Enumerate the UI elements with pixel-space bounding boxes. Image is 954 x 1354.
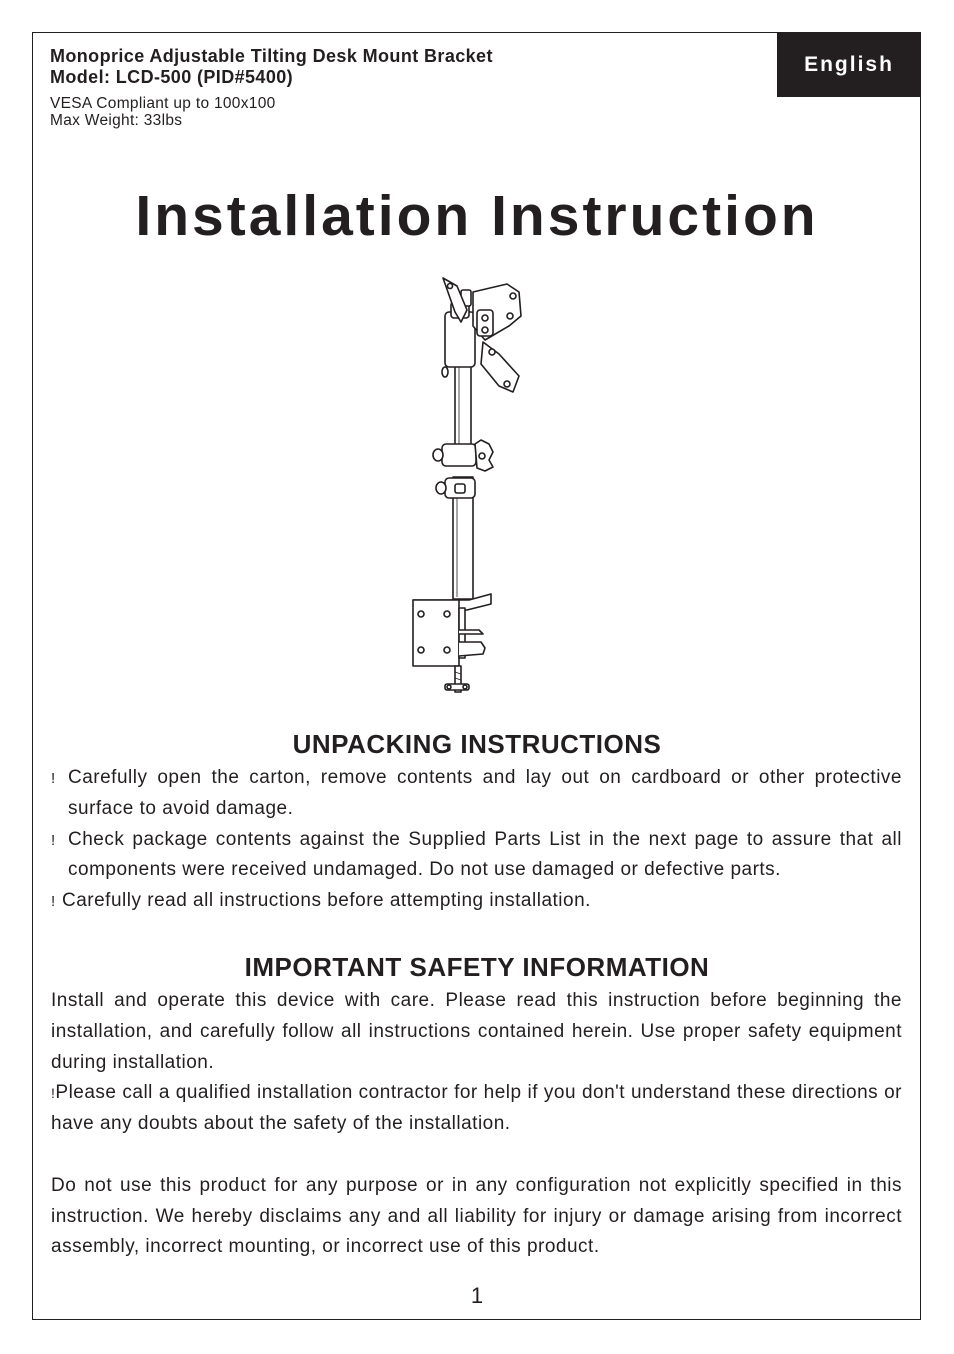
unpacking-heading: UNPACKING INSTRUCTIONS <box>292 729 662 759</box>
warning-bullet-icon: ! <box>51 1085 56 1102</box>
page-number: 1 <box>470 1283 484 1308</box>
desk-mount-illustration-icon <box>395 272 535 707</box>
warning-bullet-icon: ! <box>51 770 56 787</box>
weight-spec: Max Weight: 33lbs <box>50 112 183 129</box>
list-item <box>51 763 902 825</box>
safety-text <box>51 986 902 1263</box>
unpacking-item-3: Carefully read all instructions before attempting installation. <box>62 890 591 912</box>
product-header <box>50 46 493 88</box>
product-name: Monoprice Adjustable Tilting Desk Mount Bracket <box>50 46 493 66</box>
unpacking-list <box>51 763 902 917</box>
warning-bullet-icon: ! <box>51 831 56 849</box>
product-specs <box>50 95 276 129</box>
language-tab: English <box>777 32 921 97</box>
safety-heading: IMPORTANT SAFETY INFORMATION <box>244 952 710 982</box>
list-item <box>51 825 902 887</box>
page-title: Installation Instruction <box>135 184 819 248</box>
warning-bullet-icon: ! <box>51 893 56 911</box>
safety-paragraph-2: !Please call a qualified installation contractor for help if you don't understand these directions or have any doubts about the safety of the installation. <box>51 1082 902 1135</box>
unpacking-item-1: Carefully open the carton, remove contents and lay out on cardboard or other protective surface to avoid damage. <box>68 767 902 819</box>
list-item <box>51 886 902 917</box>
safety-paragraph-3: Do not use this product for any purpose or in any configuration not explicitly specified in this instruction. We hereby disclaims any and all liability for injury or damage arising from incorrect assembly, incorrect mounting, or incorrect use of this product. <box>51 1174 902 1258</box>
unpacking-item-2: Check package contents against the Supplied Parts List in the next page to assure that all components were received undamaged. Do not use damaged or defective parts. <box>68 828 902 881</box>
vesa-spec: VESA Compliant up to 100x100 <box>50 95 276 112</box>
safety-paragraph-1: Install and operate this device with care. Please read this instruction before beginning the installation, and carefully follow all instructions contained herein. Use proper safety equipment during installation. <box>51 990 902 1073</box>
model-number: Model: LCD-500 (PID#5400) <box>50 67 294 87</box>
